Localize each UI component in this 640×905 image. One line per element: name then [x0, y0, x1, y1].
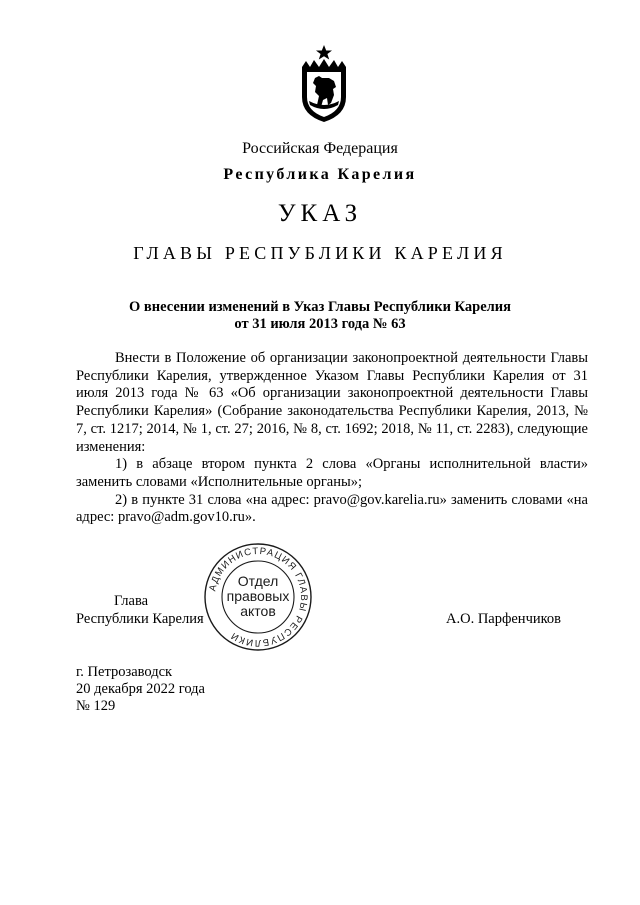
emblem-star — [316, 45, 332, 60]
document-type-title: УКАЗ — [277, 200, 363, 227]
body-intro-paragraph: Внести в Положение об организации законопроектной деятельности Главы Республики Карелия, утвержденное Указом Главы Республики Карелия от 31 июля 2013 года № 63 «Об организации законопроектной деятельности Главы Республики Карелия» (Собрание законодательства Республики Карелия, 2013, № 7, ст. 1217; 2014, № 1, ст. 27; 2016, № 8, ст. 1692; 2018, № 11, ст. 2283), следующие изменения: — [76, 350, 588, 455]
issuer-title: ГЛАВЫ РЕСПУБЛИКИ КАРЕЛИЯ — [133, 243, 507, 263]
document-place-date — [76, 664, 205, 716]
signatory-title — [76, 593, 204, 628]
body-item-2: 2) в пункте 31 слова «на адрес: pravo@gov.karelia.ru» заменить словами «на адрес: pravo@adm.gov10.ru». — [76, 491, 588, 526]
body-item-1: 1) в абзаце втором пункта 2 слова «Органы исполнительной власти» заменить словами «Исполнительные органы»; — [76, 456, 588, 490]
city-line: г. Петрозаводск — [76, 664, 173, 680]
stamp-line-3: актов — [240, 603, 276, 619]
subject-line-2: от 31 июля 2013 года № 63 — [234, 316, 406, 332]
document-body — [76, 350, 588, 527]
stamp-line-1: Отдел — [237, 573, 279, 589]
document-subject — [0, 299, 640, 333]
stamp-ring-text: АДМИНИСТРАЦИЯ ГЛАВЫ РЕСПУБЛИКИ — [207, 545, 310, 649]
signatory-name: А.О. Парфенчиков — [446, 611, 562, 627]
federation-title: Российская Федерация — [242, 140, 398, 157]
signatory-title-line-2: Республики Карелия — [76, 610, 204, 627]
number-line: № 129 — [76, 698, 116, 715]
republic-title: Республика Карелия — [223, 166, 417, 183]
date-line: 20 декабря 2022 года — [76, 681, 205, 698]
legal-department-stamp — [202, 541, 314, 653]
stamp-line-2: правовых — [226, 588, 290, 604]
signatory-title-line-1: Глава — [114, 593, 149, 609]
subject-line-1: О внесении изменений в Указ Главы Республики Карелия — [129, 299, 511, 315]
karelia-coat-of-arms-emblem — [296, 45, 352, 123]
